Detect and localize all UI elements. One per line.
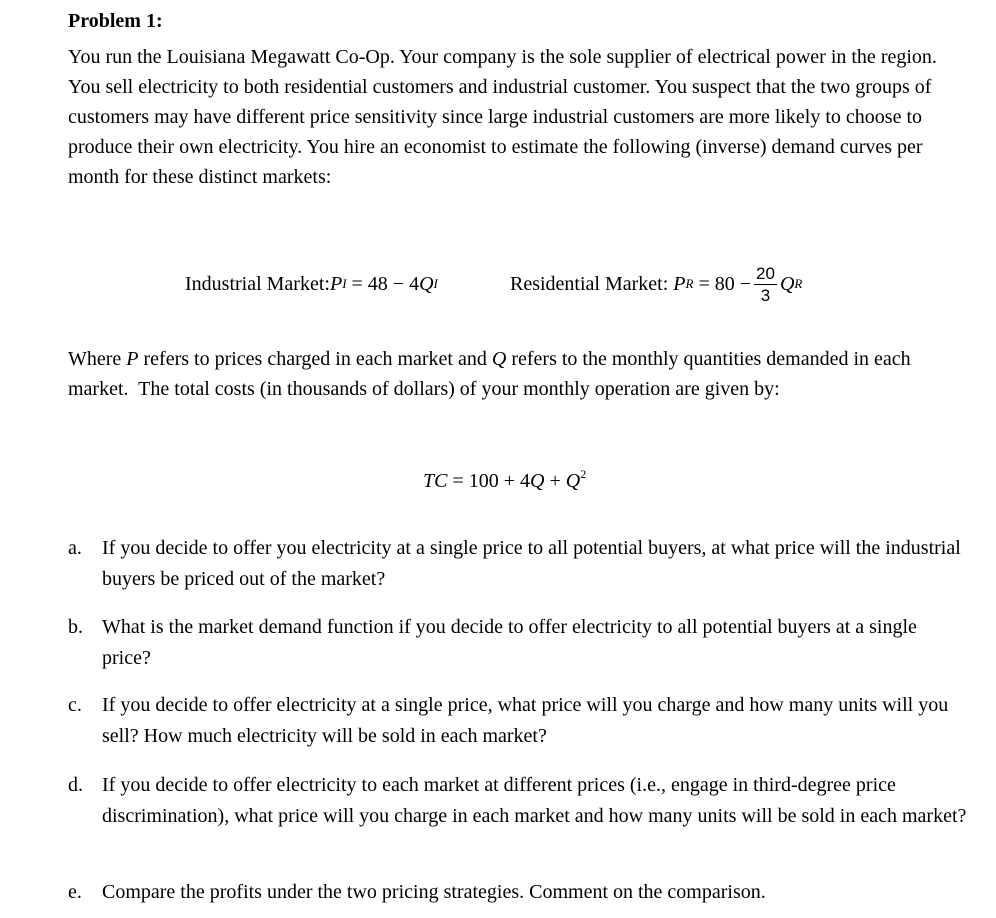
residential-price-sub: R: [685, 276, 694, 291]
where-text-3: refers to the monthly quantities demanded in each market. The total costs (in thousands of dollars) of your monthly operation are given by:: [68, 348, 916, 400]
tc-lhs: TC: [423, 470, 448, 492]
industrial-price-sub: I: [342, 276, 347, 291]
question-letter: e.: [68, 881, 82, 903]
tc-plus: +: [544, 470, 566, 492]
fraction-denominator: 3: [760, 285, 771, 305]
where-text-1: Where: [68, 348, 127, 370]
residential-price-var: P: [673, 272, 686, 295]
tc-q2: Q: [565, 470, 581, 492]
industrial-price-var: P: [329, 272, 343, 295]
question-letter: c.: [68, 694, 82, 716]
residential-fraction: [754, 263, 777, 306]
residential-demand-equation: [510, 252, 802, 316]
problem-title: Problem 1:: [68, 10, 163, 32]
question-letter: a.: [68, 537, 82, 559]
industrial-label: Industrial Market:: [185, 272, 330, 295]
industrial-demand-equation: [185, 252, 438, 316]
industrial-rhs: = 48 − 4: [346, 272, 420, 295]
total-cost-equation: [423, 467, 586, 493]
where-text-2: refers to prices charged in each market and: [138, 348, 492, 370]
residential-qty-var: Q: [779, 272, 795, 295]
question-text: If you decide to offer electricity to each market at different prices (i.e., engage in third-degree price discrimination), what price will you charge in each market and how many units will be sold in each market?: [102, 774, 967, 827]
intro-paragraph: You run the Louisiana Megawatt Co-Op. Your company is the sole supplier of electrical power in the region. You sell electricity to both residential customers and industrial customer. You suspect that the two groups of customers may have different price sensitivity since large industrial customers are more likely to choose to produce their own electricity. You hire an economist to estimate the following (inverse) demand curves per month for these distinct markets:: [68, 46, 937, 188]
question-text: Compare the profits under the two pricing strategies. Comment on the comparison.: [102, 881, 766, 903]
question-text: If you decide to offer electricity at a single price, what price will you charge and how many units will you sell? How much electricity will be sold in each market?: [102, 694, 949, 747]
fraction-numerator: 20: [756, 263, 775, 283]
where-q-var: Q: [491, 348, 507, 370]
tc-rhs: = 100 + 4: [447, 470, 531, 492]
question-letter: b.: [68, 616, 83, 638]
question-text: What is the market demand function if you decide to offer electricity to all potential buyers at a single price?: [102, 616, 917, 669]
residential-rhs: = 80 −: [693, 272, 752, 295]
definitions-paragraph: [68, 344, 968, 404]
tc-exponent: 2: [580, 467, 587, 481]
industrial-qty-var: Q: [419, 272, 434, 295]
residential-qty-sub: R: [794, 276, 803, 291]
question-text: If you decide to offer you electricity at a single price to all potential buyers, at what price will the industrial buyers be priced out of the market?: [102, 537, 961, 590]
where-p-var: P: [126, 348, 139, 370]
question-letter: d.: [68, 774, 83, 796]
residential-label: Residential Market:: [510, 272, 674, 295]
tc-q1: Q: [530, 470, 545, 492]
industrial-qty-sub: I: [433, 276, 438, 291]
